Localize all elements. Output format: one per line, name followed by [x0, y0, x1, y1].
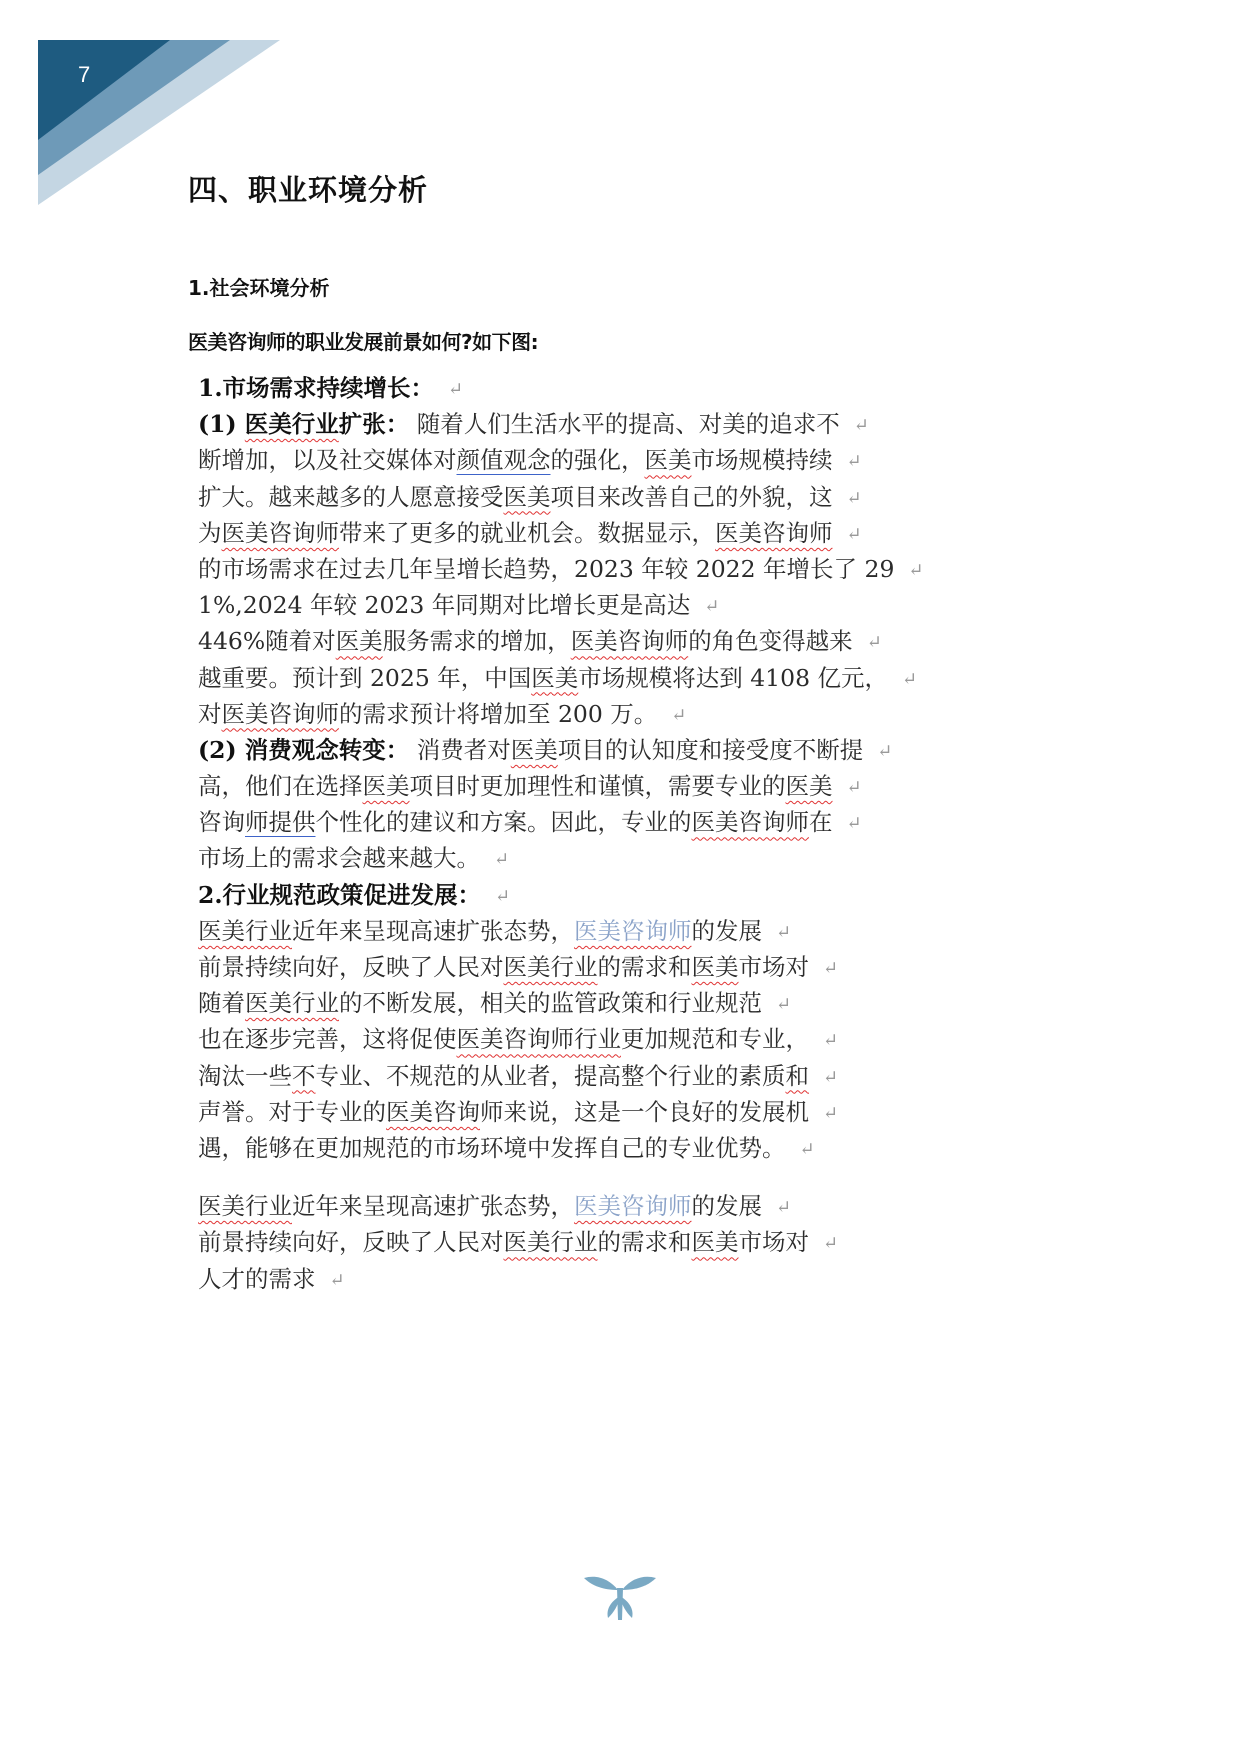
section-heading: 四、职业环境分析	[188, 173, 429, 207]
text-line: 也在逐步完善，这将促使医美咨询师行业更加规范和专业， ↵	[198, 1025, 839, 1054]
paragraph-mark-icon: ↵	[846, 523, 862, 545]
section-title-market: 1.市场需求持续增长： ↵	[198, 374, 464, 402]
text-line: 淘汰一些不专业、不规范的从业者，提高整个行业的素质和 ↵	[198, 1061, 839, 1090]
link-text[interactable]: 医美咨询师	[574, 916, 692, 945]
paragraph-mark-icon: ↵	[853, 415, 869, 437]
paragraph-mark-icon: ↵	[846, 777, 862, 799]
paragraph-mark-icon: ↵	[776, 921, 792, 943]
text-line: 越重要。预计到 2025 年，中国医美市场规模将达到 4108 亿元， ↵	[198, 663, 918, 692]
text-line: 医美行业近年来呈现高速扩张态势，医美咨询师的发展 ↵	[198, 916, 792, 945]
paragraph-mark-icon: ↵	[823, 958, 839, 979]
text-line: 扩大。越来越多的人愿意接受医美项目来改善自己的外貌，这 ↵	[198, 482, 862, 511]
text-line: 前景持续向好，反映了人民对医美行业的需求和医美市场对 ↵	[198, 1228, 839, 1257]
text-line: 断增加，以及社交媒体对颜值观念的强化，医美市场规模持续 ↵	[198, 446, 862, 475]
paragraph-mark-icon: ↵	[846, 451, 862, 473]
paragraph-mark-icon: ↵	[866, 632, 882, 654]
text-line: 高，他们在选择医美项目时更加理性和谨慎，需要专业的医美 ↵	[198, 772, 862, 801]
text-line: (1) 医美行业扩张： 随着人们生活水平的提高、对美的追求不 ↵	[198, 410, 869, 439]
text-line: 声誉。对于专业的医美咨询师来说，这是一个良好的发展机 ↵	[198, 1097, 839, 1126]
paragraph-mark-icon: ↵	[704, 596, 720, 618]
text-line: 的市场需求在过去几年呈增长趋势，2023 年较 2022 年增长了 29 ↵	[198, 554, 924, 583]
page-number: 7	[78, 62, 91, 87]
text-line: 市场上的需求会越来越大。 ↵	[198, 844, 510, 873]
paragraph-mark-icon: ↵	[908, 559, 924, 581]
paragraph-mark-icon: ↵	[776, 994, 792, 1016]
sub-heading: 1.社会环境分析	[188, 276, 330, 300]
body-text	[198, 370, 1058, 1297]
text-line: 446%随着对医美服务需求的增加，医美咨询师的角色变得越来 ↵	[198, 627, 882, 656]
text-line: 为医美咨询师带来了更多的就业机会。数据显示，医美咨询师 ↵	[198, 518, 862, 547]
text-line: 咨询师提供个性化的建议和方案。因此，专业的医美咨询师在 ↵	[198, 808, 862, 837]
paragraph-gap	[198, 1166, 1058, 1188]
paragraph-mark-icon: ↵	[776, 1197, 792, 1219]
paragraph-mark-icon: ↵	[823, 1066, 839, 1088]
text-line: 前景持续向好，反映了人民对医美行业的需求和医美市场对 ↵	[198, 953, 839, 981]
paragraph-mark-icon: ↵	[846, 487, 862, 509]
paragraph-mark-icon: ↵	[494, 849, 510, 871]
text-line: (2) 消费观念转变： 消费者对医美项目的认知度和接受度不断提 ↵	[198, 735, 893, 764]
text-line: 遇，能够在更加规范的市场环境中发挥自己的专业优势。 ↵	[198, 1133, 815, 1162]
paragraph-mark-icon: ↵	[799, 1138, 815, 1160]
paragraph-mark-icon: ↵	[823, 1233, 839, 1255]
section-title-policy: 2.行业规范政策促进发展： ↵	[198, 880, 511, 909]
paragraph-mark-icon: ↵	[671, 704, 687, 726]
paragraph-mark-icon: ↵	[877, 740, 893, 762]
paragraph-mark-icon: ↵	[823, 1102, 839, 1124]
text-line: 1%,2024 年较 2023 年同期对比增长更是高达 ↵	[198, 591, 720, 620]
paragraph-mark-icon: ↵	[329, 1269, 345, 1291]
paragraph-mark-icon: ↵	[448, 379, 464, 400]
paragraph-mark-icon: ↵	[846, 813, 862, 835]
text-line: 医美行业近年来呈现高速扩张态势，医美咨询师的发展 ↵	[198, 1192, 792, 1221]
leaf-logo-icon	[580, 1568, 660, 1628]
paragraph-mark-icon: ↵	[495, 885, 511, 907]
question-line: 医美咨询师的职业发展前景如何?如下图:	[188, 330, 539, 354]
link-text[interactable]: 医美咨询师	[574, 1192, 692, 1221]
text-line: 对医美咨询师的需求预计将增加至 200 万。 ↵	[198, 699, 687, 728]
paragraph-mark-icon: ↵	[902, 668, 918, 690]
text-line: 人才的需求 ↵	[198, 1264, 345, 1293]
paragraph-mark-icon: ↵	[823, 1030, 839, 1052]
text-line: 随着医美行业的不断发展，相关的监管政策和行业规范 ↵	[198, 989, 792, 1018]
